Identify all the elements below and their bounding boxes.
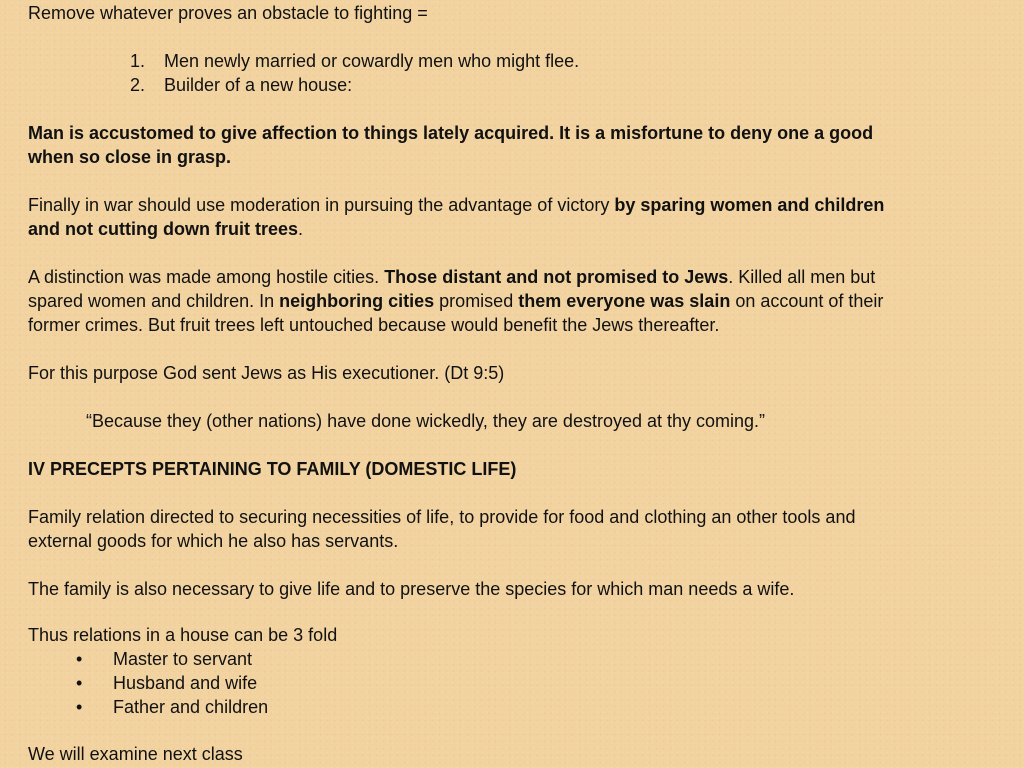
bold-paragraph-line-1: Man is accustomed to give affection to things lately acquired. It is a misfortune to deny one a good [28, 123, 874, 143]
cities-text: spared women and children. In [28, 291, 280, 311]
item-text: Men newly married or cowardly men who might flee. [164, 51, 580, 71]
family-paragraph-line-2: external goods for which he also has servants. [28, 531, 399, 551]
bullet-text: Father and children [113, 697, 269, 717]
cities-paragraph-line-2 [28, 289, 883, 313]
bold-paragraph-line-2: when so close in grasp. [28, 147, 232, 167]
cities-emphasis: neighboring cities [279, 291, 435, 311]
cities-text: . Killed all men but [728, 267, 876, 287]
bullet-icon: • [76, 697, 83, 717]
war-emphasis: by sparing women and children [614, 195, 885, 215]
item-text: Builder of a new house: [164, 75, 353, 95]
relations-intro: Thus relations in a house can be 3 fold [28, 625, 338, 645]
bullet-icon: • [76, 673, 83, 693]
cities-emphasis: Those distant and not promised to Jews [384, 267, 729, 287]
bullet-item-2 [76, 671, 257, 695]
bullet-text: Master to servant [113, 649, 253, 669]
closing-line: We will examine next class [28, 744, 243, 764]
cities-paragraph-line-3: former crimes. But fruit trees left untouched because would benefit the Jews thereafter. [28, 315, 720, 335]
war-text: Finally in war should use moderation in pursuing the advantage of victory [28, 195, 615, 215]
bullet-icon: • [76, 649, 83, 669]
bullet-item-1 [76, 647, 252, 671]
bullet-item-3 [76, 695, 268, 719]
family-paragraph-line-1: Family relation directed to securing necessities of life, to provide for food and clothing an other tools and [28, 507, 856, 527]
numbered-item-1 [130, 49, 579, 73]
purpose-line: For this purpose God sent Jews as His executioner. (Dt 9:5) [28, 363, 505, 383]
species-line: The family is also necessary to give life and to preserve the species for which man needs a wife. [28, 579, 795, 599]
cities-emphasis: them everyone was slain [518, 291, 731, 311]
cities-text: promised [434, 291, 519, 311]
scripture-quote: “Because they (other nations) have done wickedly, they are destroyed at thy coming.” [86, 411, 766, 431]
war-paragraph-line-2 [28, 217, 303, 241]
war-emphasis: and not cutting down fruit trees [28, 219, 298, 239]
item-number: 1. [130, 51, 146, 71]
bullet-text: Husband and wife [113, 673, 258, 693]
numbered-item-2 [130, 73, 352, 97]
cities-text: on account of their [730, 291, 884, 311]
intro-line: Remove whatever proves an obstacle to fighting = [28, 3, 428, 23]
cities-paragraph-line-1 [28, 265, 875, 289]
item-number: 2. [130, 75, 146, 95]
war-paragraph-line-1 [28, 193, 884, 217]
cities-text: A distinction was made among hostile cities. [28, 267, 385, 287]
war-text: . [297, 219, 303, 239]
section-heading: IV PRECEPTS PERTAINING TO FAMILY (DOMESTIC LIFE) [28, 459, 517, 479]
